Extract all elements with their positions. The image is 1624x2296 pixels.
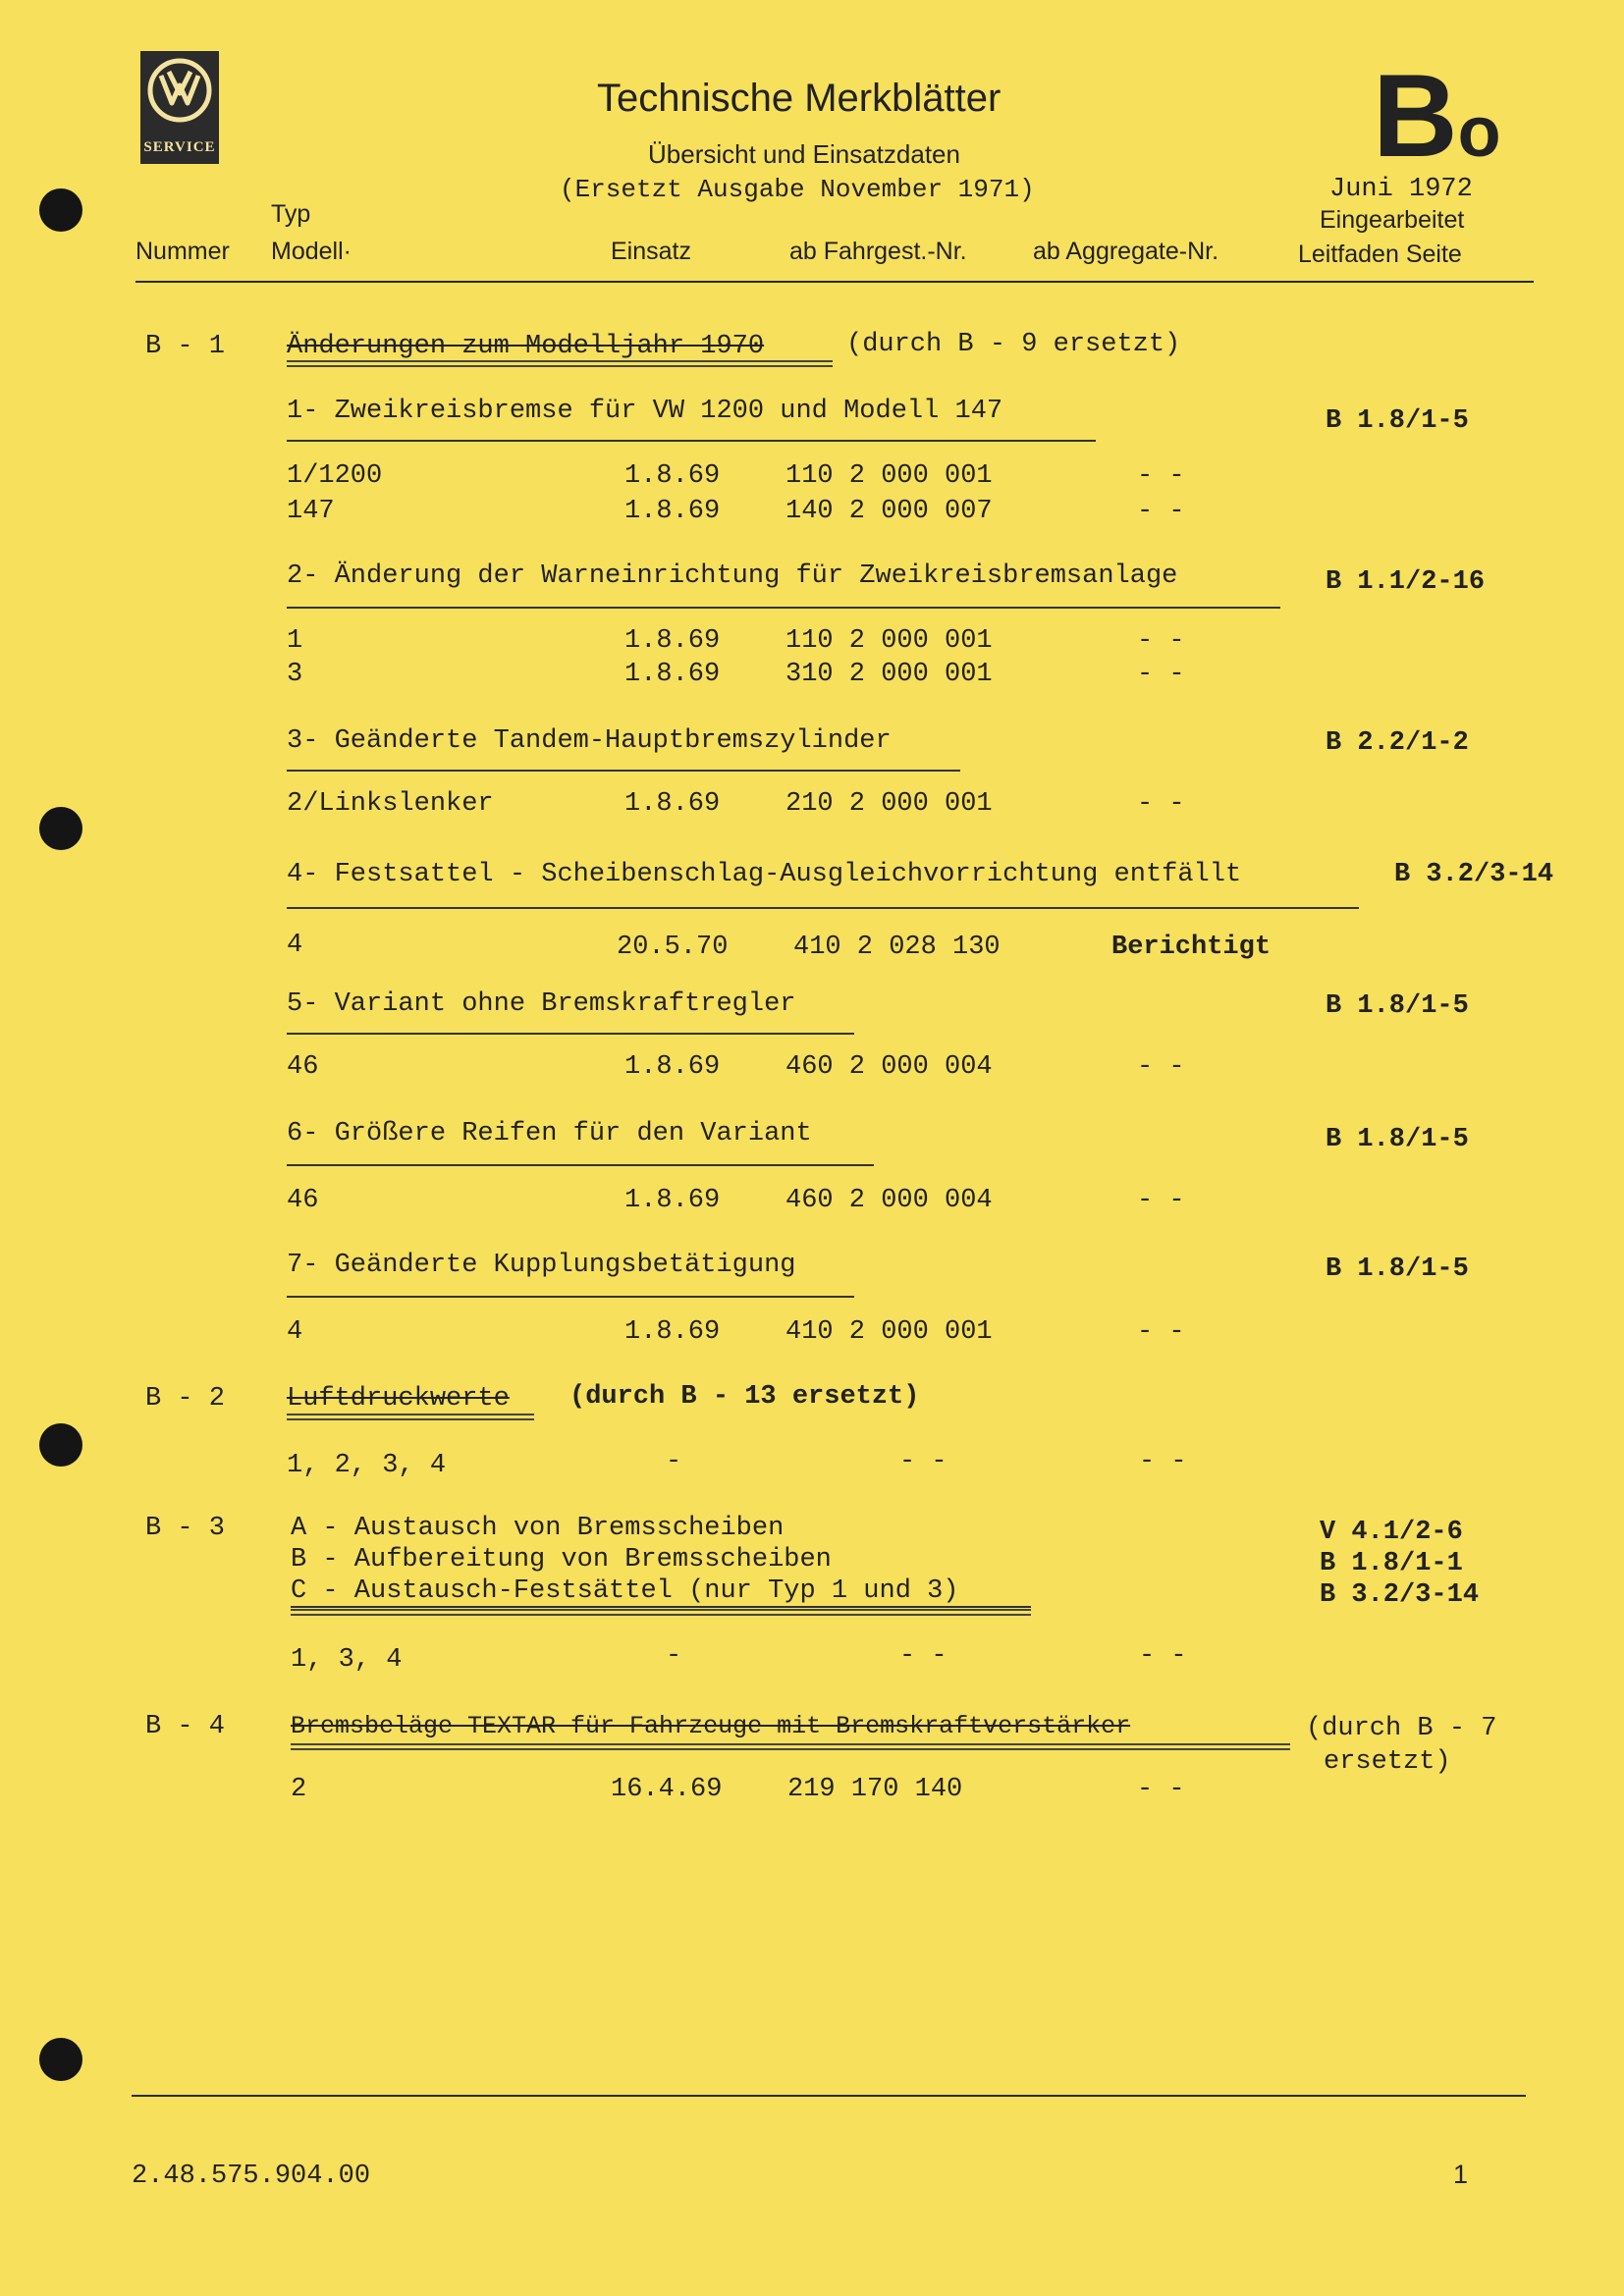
- punch-hole: [39, 1423, 82, 1467]
- row-modell: 46: [287, 1052, 319, 1082]
- item-heading: 6- Größere Reifen für den Variant: [287, 1119, 812, 1148]
- item-underline: [287, 1033, 854, 1035]
- row-modell: 4: [287, 1317, 303, 1347]
- row-aggregate: - -: [1137, 660, 1185, 689]
- entry-number: B - 1: [145, 332, 226, 361]
- row-aggregate: - -: [1139, 1641, 1187, 1671]
- item-reference: B 1.8/1-5: [1326, 1125, 1469, 1154]
- row-modell: 2/Linkslenker: [287, 789, 494, 819]
- row-fahrgest: 410 2 028 130: [793, 933, 1001, 962]
- page-subtitle-replaced: (Ersetzt Ausgabe November 1971): [560, 175, 1035, 204]
- row-einsatz: 1.8.69: [624, 1186, 721, 1215]
- row-einsatz: 1.8.69: [624, 626, 721, 656]
- footer-rule: [132, 2095, 1526, 2097]
- punch-hole: [39, 2038, 82, 2081]
- row-fahrgest: - -: [899, 1447, 947, 1476]
- row-einsatz: 1.8.69: [624, 789, 721, 819]
- row-fahrgest: 460 2 000 004: [785, 1186, 993, 1215]
- row-einsatz: 1.8.69: [624, 461, 721, 491]
- row-fahrgest: 410 2 000 001: [785, 1317, 993, 1347]
- row-aggregate: - -: [1137, 1775, 1185, 1804]
- item-reference: B 2.2/1-2: [1326, 728, 1469, 758]
- row-fahrgest: 219 170 140: [787, 1775, 963, 1804]
- item-heading: 2- Änderung der Warneinrichtung für Zweikreisbremsanlage: [287, 561, 1178, 591]
- row-modell: 1/1200: [287, 461, 383, 491]
- row-einsatz: 1.8.69: [624, 497, 721, 526]
- row-einsatz: 20.5.70: [617, 933, 729, 962]
- row-einsatz: 1.8.69: [624, 660, 721, 689]
- col-leitfaden: Leitfaden Seite: [1298, 240, 1462, 268]
- row-einsatz: -: [666, 1447, 682, 1476]
- item-reference: B 1.8/1-5: [1326, 991, 1469, 1021]
- issue-date: Juni 1972: [1329, 175, 1473, 204]
- page-title: Technische Merkblätter: [597, 77, 1001, 120]
- item-reference: B 1.1/2-16: [1326, 567, 1486, 597]
- row-modell: 1: [287, 626, 303, 656]
- row-aggregate: - -: [1137, 461, 1185, 491]
- row-modell: 2: [291, 1775, 307, 1804]
- entry-title: Änderungen zum Modelljahr 1970: [287, 332, 765, 361]
- col-typ: Typ: [271, 200, 311, 228]
- item-heading: 3- Geänderte Tandem-Hauptbremszylinder: [287, 726, 892, 756]
- vw-service-logo: [140, 51, 219, 164]
- double-underline: [291, 1743, 1290, 1750]
- row-aggregate: - -: [1139, 1447, 1187, 1476]
- entry-title: Luftdruckwerte: [287, 1384, 510, 1414]
- item-underline: [291, 1606, 1031, 1608]
- row-einsatz: -: [666, 1641, 682, 1671]
- entry-note: ersetzt): [1324, 1747, 1451, 1777]
- row-aggregate: - -: [1137, 789, 1185, 819]
- row-aggregate: - -: [1137, 626, 1185, 656]
- vw-emblem-icon: [147, 58, 212, 123]
- row-fahrgest: 110 2 000 001: [785, 461, 993, 491]
- item-reference: B 1.8/1-5: [1326, 406, 1469, 436]
- row-modell: 1, 3, 4: [291, 1645, 403, 1675]
- col-aggregate: ab Aggregate-Nr.: [1033, 238, 1219, 265]
- row-aggregate: - -: [1137, 1052, 1185, 1082]
- col-einsatz: Einsatz: [611, 238, 691, 265]
- item-heading: 4- Festsattel - Scheibenschlag-Ausgleichvorrichtung entfällt: [287, 860, 1242, 889]
- entry-title: Bremsbeläge TEXTAR für Fahrzeuge mit Bremskraftverstärker: [291, 1712, 1131, 1740]
- entry-line: A - Austausch von Bremsscheiben: [291, 1514, 785, 1543]
- item-underline: [287, 607, 1280, 609]
- row-fahrgest: - -: [899, 1641, 947, 1671]
- row-fahrgest: 310 2 000 001: [785, 660, 993, 689]
- entry-note: (durch B - 13 ersetzt): [569, 1382, 920, 1412]
- sheet-code: [1373, 50, 1501, 182]
- entry-number: B - 2: [145, 1384, 226, 1414]
- item-underline: [287, 440, 1096, 442]
- item-underline: [287, 907, 1359, 909]
- row-aggregate: - -: [1137, 1317, 1185, 1347]
- item-reference: B 3.2/3-14: [1320, 1580, 1480, 1610]
- item-underline: [287, 1296, 854, 1298]
- sheet-code-letter: B: [1373, 50, 1458, 182]
- sheet-code-suffix: o: [1457, 93, 1501, 172]
- col-eingearbeitet: Eingearbeitet: [1320, 206, 1465, 234]
- punch-hole: [39, 188, 82, 232]
- col-modell: Modell·: [271, 238, 352, 265]
- double-underline: [287, 360, 833, 367]
- row-einsatz: 1.8.69: [624, 1052, 721, 1082]
- row-fahrgest: 110 2 000 001: [785, 626, 993, 656]
- row-modell: 4: [287, 931, 303, 960]
- row-fahrgest: 460 2 000 004: [785, 1052, 993, 1082]
- item-underline: [287, 770, 960, 772]
- row-aggregate: - -: [1137, 497, 1185, 526]
- page-subtitle: Übersicht und Einsatzdaten: [648, 139, 960, 169]
- logo-service-label: SERVICE: [143, 139, 216, 155]
- item-heading: 1- Zweikreisbremse für VW 1200 und Modell 147: [287, 397, 1003, 426]
- row-fahrgest: 210 2 000 001: [785, 789, 993, 819]
- punch-hole: [39, 807, 82, 850]
- row-einsatz: 1.8.69: [624, 1317, 721, 1347]
- item-reference: B 1.8/1-5: [1326, 1255, 1469, 1284]
- row-modell: 46: [287, 1186, 319, 1215]
- entry-note: (durch B - 7: [1306, 1714, 1497, 1743]
- header-rule: [135, 281, 1534, 283]
- entry-number: B - 4: [145, 1712, 226, 1741]
- item-heading: 5- Variant ohne Bremskraftregler: [287, 989, 796, 1019]
- document-number: 2.48.575.904.00: [132, 2162, 371, 2191]
- entry-line: B - Aufbereitung von Bremsscheiben: [291, 1545, 832, 1575]
- item-heading: 7- Geänderte Kupplungsbetätigung: [287, 1251, 796, 1280]
- row-einsatz: 16.4.69: [611, 1775, 723, 1804]
- row-modell: 3: [287, 660, 303, 689]
- row-aggregate: - -: [1137, 1186, 1185, 1215]
- entry-note: (durch B - 9 ersetzt): [846, 330, 1181, 359]
- row-aggregate: Berichtigt: [1111, 933, 1272, 962]
- item-reference: V 4.1/2-6: [1320, 1518, 1463, 1547]
- page-number: 1: [1453, 2160, 1469, 2189]
- item-reference: B 3.2/3-14: [1394, 860, 1554, 889]
- item-reference: B 1.8/1-1: [1320, 1549, 1463, 1578]
- row-fahrgest: 140 2 000 007: [785, 497, 993, 526]
- col-nummer: Nummer: [135, 238, 230, 265]
- row-modell: 1, 2, 3, 4: [287, 1451, 447, 1480]
- entry-line: C - Austausch-Festsättel (nur Typ 1 und 3): [291, 1576, 959, 1606]
- double-underline: [287, 1414, 534, 1420]
- col-fahrgest: ab Fahrgest.-Nr.: [789, 238, 967, 265]
- double-underline: [291, 1609, 1031, 1616]
- row-modell: 147: [287, 497, 335, 526]
- entry-number: B - 3: [145, 1514, 226, 1543]
- item-underline: [287, 1164, 874, 1166]
